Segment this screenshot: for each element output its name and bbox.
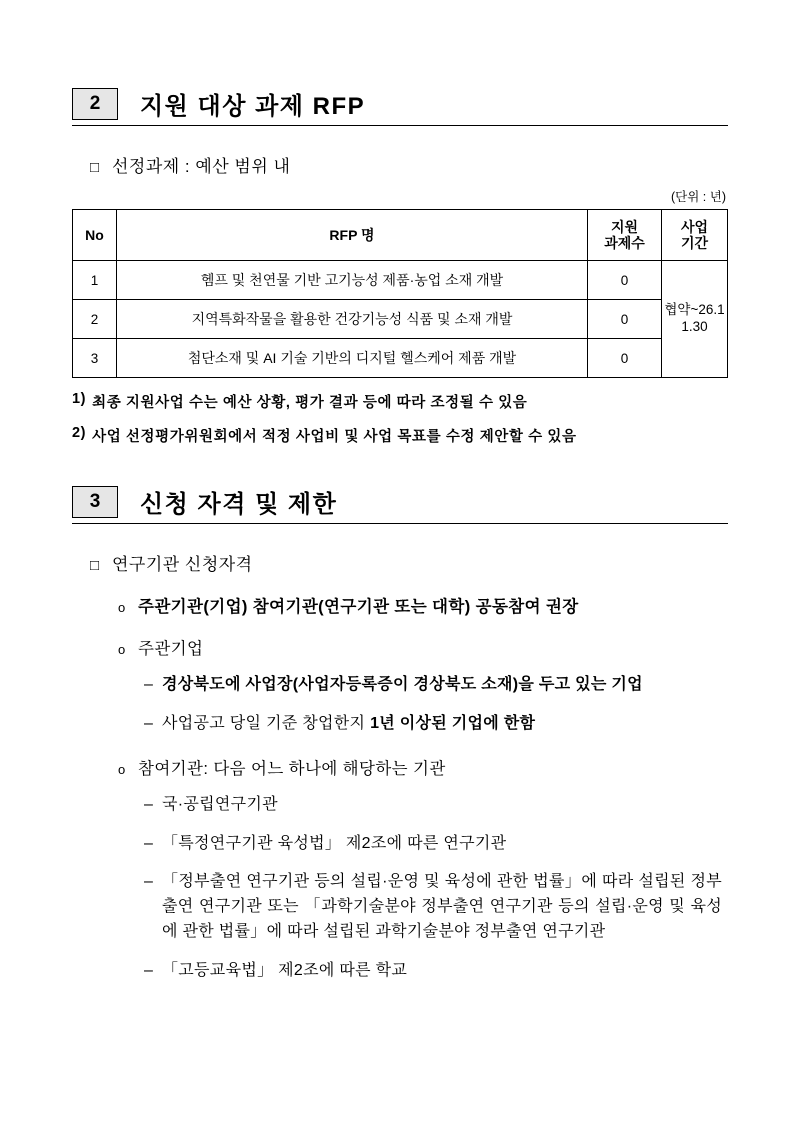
cell-support-count: 0 (588, 339, 662, 378)
square-bullet-icon: □ (90, 557, 100, 575)
cell-no: 3 (73, 339, 117, 378)
note-text: 최종 지원사업 수는 예산 상황, 평가 결과 등에 따라 조정될 수 있음 (92, 395, 528, 412)
section-2-heading (72, 88, 728, 120)
table-header-row (73, 210, 728, 261)
section-2-title: 지원 대상 과제 RFP (140, 92, 366, 120)
header-support-count (588, 210, 662, 261)
list-item-label: 주관기관(기업) 참여기관(연구기관 또는 대학) 공동참여 권장 (138, 598, 579, 617)
cell-no: 1 (73, 261, 117, 300)
header-no: No (73, 210, 117, 261)
table-row (73, 300, 728, 339)
list-item (144, 959, 728, 984)
list-item (118, 755, 728, 779)
list-item-label (162, 712, 535, 737)
list-item (144, 870, 722, 944)
cell-period: 협약~26.11.30 (662, 261, 728, 378)
dash-bullet-icon: – (144, 873, 154, 891)
header-support-count-line2: 과제수 (604, 235, 645, 252)
circle-bullet-icon: ο (118, 642, 126, 658)
header-support-count-line1: 지원 (610, 219, 639, 235)
list-item-label-emphasis: 1년 이상된 기업에 한함 (370, 714, 536, 732)
table-note (72, 425, 728, 446)
square-bullet-icon: □ (90, 159, 100, 176)
table-row (73, 261, 728, 300)
dash-bullet-icon: – (144, 714, 154, 732)
cell-support-count: 0 (588, 261, 662, 300)
header-period-line2: 기간 (680, 235, 709, 252)
list-item-label: 경상북도에 사업장(사업자등록증이 경상북도 소재)을 두고 있는 기업 (162, 676, 643, 694)
section-spacer (72, 446, 728, 486)
section-3-heading (72, 486, 728, 518)
note-marker: 1) (72, 391, 87, 408)
section-3-bullet (90, 550, 728, 575)
list-item (118, 635, 728, 659)
list-item-label: 주관기업 (138, 640, 204, 659)
dash-bullet-icon: – (144, 676, 154, 694)
circle-bullet-icon: ο (118, 600, 126, 616)
list-item-label: 참여기관: 다음 어느 하나에 해당하는 기관 (138, 759, 446, 778)
cell-rfp-name: 헴프 및 천연물 기반 고기능성 제품·농업 소재 개발 (117, 261, 588, 300)
section-2-rule (72, 125, 728, 126)
section-2-bullet (90, 152, 728, 177)
list-item (118, 593, 728, 617)
dash-bullet-icon: – (144, 834, 154, 852)
header-period (662, 210, 728, 261)
section-3-rule (72, 523, 728, 524)
note-marker: 2) (72, 425, 87, 442)
cell-rfp-name: 첨단소재 및 AI 기술 기반의 디지털 헬스케어 제품 개발 (117, 339, 588, 378)
cell-rfp-name: 지역특화작물을 활용한 건강기능성 식품 및 소재 개발 (117, 300, 588, 339)
section-3-bullet-text: 연구기관 신청자격 (112, 555, 253, 575)
header-period-line1: 사업 (680, 219, 709, 235)
circle-bullet-icon: ο (118, 761, 126, 777)
section-3-title: 신청 자격 및 제한 (140, 491, 338, 518)
list-item (144, 673, 728, 698)
dash-bullet-icon: – (144, 795, 154, 813)
list-item-label: 「정부출연 연구기관 등의 설립·운영 및 육성에 관한 법률」에 따라 설립된 정부출연 연구기관 또는 「과학기술분야 정부출연 연구기관 등의 설립·운영 및 육성에 관한 법률」에 따라 설립된 과학기술분야 정부출연 연구기관 (162, 873, 722, 940)
note-text: 사업 선정평가위원회에서 적정 사업비 및 사업 목표를 수정 제안할 수 있음 (92, 429, 577, 446)
section-2-number: 2 (72, 88, 118, 120)
table-unit-note: (단위 : 년) (671, 190, 726, 204)
table-note (72, 391, 728, 412)
list-item (144, 793, 728, 818)
list-item-label-pre: 사업공고 당일 기준 창업한지 (162, 714, 371, 732)
section-3-number: 3 (72, 486, 118, 518)
list-item-label: 「특정연구기관 육성법」 제2조에 따른 연구기관 (162, 834, 507, 852)
list-item-label: 「고등교육법」 제2조에 따른 학교 (162, 961, 408, 979)
dash-bullet-icon: – (144, 961, 154, 979)
table-row (73, 339, 728, 378)
list-item-label: 국·공립연구기관 (162, 795, 278, 813)
cell-no: 2 (73, 300, 117, 339)
section-2-bullet-text: 선정과제 : 예산 범위 내 (112, 157, 291, 176)
list-item (144, 832, 728, 857)
list-item (144, 712, 728, 737)
rfp-table (72, 209, 728, 378)
header-rfp-name: RFP 명 (117, 210, 588, 261)
cell-support-count: 0 (588, 300, 662, 339)
